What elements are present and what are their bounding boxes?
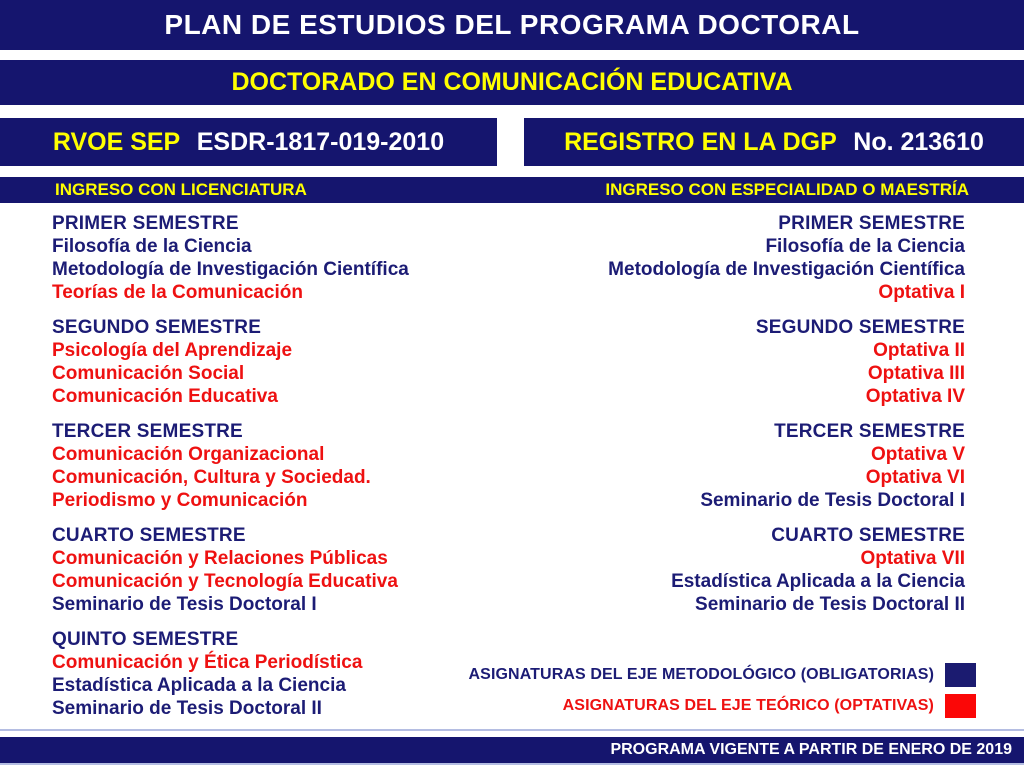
semester-title: CUARTO SEMESTRE — [52, 525, 246, 546]
course-item: Seminario de Tesis Doctoral II — [695, 594, 965, 615]
legend — [469, 659, 976, 721]
course-item: Estadística Aplicada a la Ciencia — [52, 675, 346, 696]
course-item: Seminario de Tesis Doctoral I — [52, 594, 317, 615]
semester-section — [505, 316, 965, 408]
obligatorias-color-swatch — [945, 663, 976, 687]
semester-section — [505, 524, 965, 616]
semester-section — [505, 212, 965, 304]
semester-section — [52, 212, 507, 304]
course-item: Optativa I — [878, 282, 965, 303]
semester-section — [505, 420, 965, 512]
footer-bar — [0, 737, 1024, 763]
optativas-color-swatch — [945, 694, 976, 718]
semester-section — [52, 628, 507, 720]
page-title: PLAN DE ESTUDIOS DEL PROGRAMA DOCTORAL — [164, 9, 860, 40]
course-item: Psicología del Aprendizaje — [52, 340, 293, 361]
course-item: Comunicación y Tecnología Educativa — [52, 571, 398, 592]
semester-title: TERCER SEMESTRE — [774, 421, 965, 442]
course-item: Comunicación Educativa — [52, 386, 278, 407]
course-item: Estadística Aplicada a la Ciencia — [671, 571, 965, 592]
column-header-licenciatura: INGRESO CON LICENCIATURA — [55, 180, 307, 199]
course-item: Metodología de Investigación Científica — [52, 259, 409, 280]
course-item: Periodismo y Comunicación — [52, 490, 308, 511]
course-item: Comunicación y Relaciones Públicas — [52, 548, 388, 569]
column-licenciatura — [52, 212, 507, 732]
page-title-banner — [0, 0, 1024, 50]
course-item: Optativa VI — [865, 467, 965, 488]
footer-text: PROGRAMA VIGENTE A PARTIR DE ENERO DE 2019 — [610, 741, 1012, 758]
semester-title: CUARTO SEMESTRE — [771, 525, 965, 546]
semester-title: SEGUNDO SEMESTRE — [755, 317, 965, 338]
semester-title: PRIMER SEMESTRE — [52, 213, 239, 234]
semester-title: QUINTO SEMESTRE — [52, 629, 239, 650]
semester-title: TERCER SEMESTRE — [52, 421, 243, 442]
course-item: Filosofía de la Ciencia — [765, 236, 965, 257]
course-item: Comunicación Organizacional — [52, 444, 325, 465]
course-item: Comunicación Social — [52, 363, 245, 384]
legend-label: ASIGNATURAS DEL EJE METODOLÓGICO (OBLIGATORIAS) — [468, 665, 934, 683]
footer-divider — [0, 729, 1024, 731]
course-item: Seminario de Tesis Doctoral II — [52, 698, 322, 719]
rvoe-value: ESDR-1817-019-2010 — [196, 128, 445, 156]
semester-title: PRIMER SEMESTRE — [778, 213, 965, 234]
course-item: Filosofía de la Ciencia — [52, 236, 252, 257]
semester-section — [52, 524, 507, 616]
dgp-label: REGISTRO EN LA DGP — [564, 128, 837, 156]
legend-row-obligatorias — [469, 659, 976, 690]
column-especialidad — [505, 212, 965, 628]
course-item: Metodología de Investigación Científica — [608, 259, 965, 280]
dgp-value: No. 213610 — [853, 128, 984, 156]
column-header-especialidad: INGRESO CON ESPECIALIDAD O MAESTRÍA — [605, 180, 969, 199]
program-subtitle: DOCTORADO EN COMUNICACIÓN EDUCATIVA — [231, 68, 793, 96]
semester-section — [52, 316, 507, 408]
legend-label: ASIGNATURAS DEL EJE TEÓRICO (OPTATIVAS) — [562, 696, 934, 714]
rvoe-label: RVOE SEP — [52, 128, 180, 156]
column-headers-bar — [0, 177, 1024, 203]
rvoe-sep-box — [0, 118, 497, 166]
course-item: Optativa III — [867, 363, 965, 384]
course-item: Seminario de Tesis Doctoral I — [700, 490, 965, 511]
course-item: Comunicación, Cultura y Sociedad. — [52, 467, 371, 488]
course-item: Teorías de la Comunicación — [52, 282, 303, 303]
course-item: Optativa II — [873, 340, 965, 361]
course-item: Optativa VII — [860, 548, 965, 569]
legend-row-optativas — [469, 690, 976, 721]
course-item: Optativa IV — [865, 386, 965, 407]
dgp-registro-box — [524, 118, 1024, 166]
program-subtitle-banner — [0, 60, 1024, 105]
course-item: Optativa V — [871, 444, 965, 465]
course-item: Comunicación y Ética Periodística — [52, 652, 363, 673]
semester-section — [52, 420, 507, 512]
semester-title: SEGUNDO SEMESTRE — [52, 317, 262, 338]
